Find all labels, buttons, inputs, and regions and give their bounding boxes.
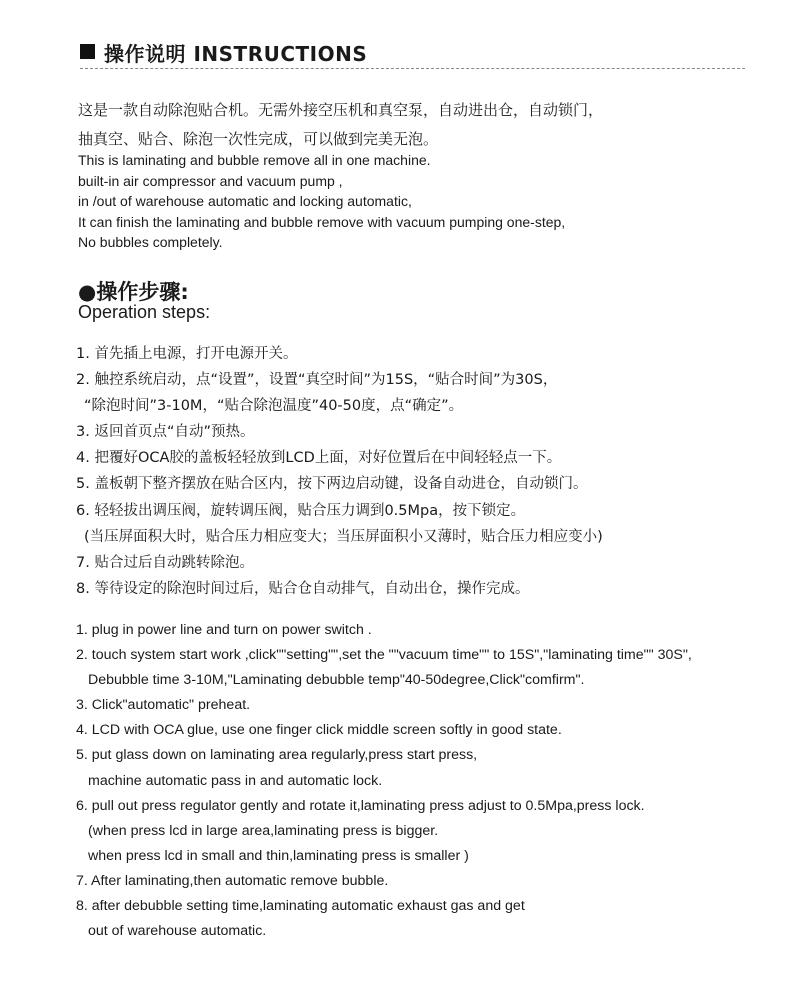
en-step-line: 2. touch system start work ,click""setting"",set the ""vacuum time"" to 15S","laminating time"" 30S", [76, 647, 692, 664]
dashed-divider [80, 68, 745, 69]
steps-english [76, 618, 796, 944]
steps-chinese [76, 341, 776, 602]
intro-en-line: This is laminating and bubble remove all in one machine. [78, 152, 431, 168]
zh-step-line: “除泡时间”3-10M，“贴合除泡温度”40-50度，点“确定”。 [84, 398, 464, 415]
intro-chinese [78, 96, 758, 154]
page-title: 操作说明 INSTRUCTIONS [104, 42, 368, 66]
en-step-line: 8. after debubble setting time,laminating automatic exhaust gas and get [76, 898, 525, 915]
zh-step-line: (当压屏面积大时，贴合压力相应变大；当压屏面积小又薄时，贴合压力相应变小) [84, 528, 603, 545]
en-step-line: 1. plug in power line and turn on power switch . [76, 622, 372, 638]
intro-en-line: in /out of warehouse automatic and locking automatic, [78, 193, 412, 209]
zh-step-line: 4. 把覆好OCA胶的盖板轻轻放到LCD上面，对好位置后在中间轻轻点一下。 [76, 450, 562, 467]
intro-zh-line: 这是一款自动除泡贴合机。无需外接空压机和真空泵，自动进出仓，自动锁门， [78, 101, 604, 119]
en-step-line: Debubble time 3-10M,"Laminating debubble temp"40-50degree,Click"comfirm". [88, 672, 585, 689]
zh-step-line: 1. 首先插上电源，打开电源开关。 [76, 346, 298, 362]
en-step-line: 6. pull out press regulator gently and rotate it,laminating press adjust to 0.5Mpa,press lock. [76, 797, 645, 814]
zh-step-line: 7. 贴合过后自动跳转除泡。 [76, 554, 254, 571]
en-step-line: 7. After laminating,then automatic remove bubble. [76, 872, 389, 889]
steps-heading: ●操作步骤: [78, 280, 189, 304]
instructions-header [80, 38, 745, 72]
black-square-icon [80, 44, 95, 59]
en-step-line: when press lcd in small and thin,laminating press is smaller ) [88, 847, 469, 864]
en-step-line: 3. Click"automatic" preheat. [76, 697, 251, 714]
intro-en-line: No bubbles completely. [78, 234, 223, 250]
zh-step-line: 5. 盖板朝下整齐摆放在贴合区内，按下两边启动键，设备自动进仓，自动锁门。 [76, 476, 588, 493]
en-step-line: 5. put glass down on laminating area regularly,press start press, [76, 747, 478, 764]
intro-english [78, 150, 778, 253]
zh-step-line: 3. 返回首页点“自动”预热。 [76, 424, 255, 441]
en-step-line: (when press lcd in large area,laminating press is bigger. [88, 822, 439, 839]
zh-step-line: 2. 触控系统启动，点“设置”，设置“真空时间”为15S，“贴合时间”为30S， [76, 372, 558, 389]
en-step-line: out of warehouse automatic. [88, 923, 267, 940]
zh-step-line: 6. 轻轻拔出调压阀，旋转调压阀，贴合压力调到0.5Mpa，按下锁定。 [76, 502, 526, 519]
steps-subheading: Operation steps: [78, 302, 211, 322]
en-step-line: machine automatic pass in and automatic lock. [88, 772, 383, 789]
intro-en-line: built-in air compressor and vacuum pump , [78, 172, 343, 189]
intro-en-line: It can finish the laminating and bubble remove with vacuum pumping one-step, [78, 213, 566, 230]
en-step-line: 4. LCD with OCA glue, use one finger click middle screen softly in good state. [76, 722, 562, 739]
zh-step-line: 8. 等待设定的除泡时间过后，贴合仓自动排气，自动出仓，操作完成。 [76, 580, 530, 597]
intro-zh-line: 抽真空、贴合、除泡一次性完成，可以做到完美无泡。 [78, 130, 439, 148]
